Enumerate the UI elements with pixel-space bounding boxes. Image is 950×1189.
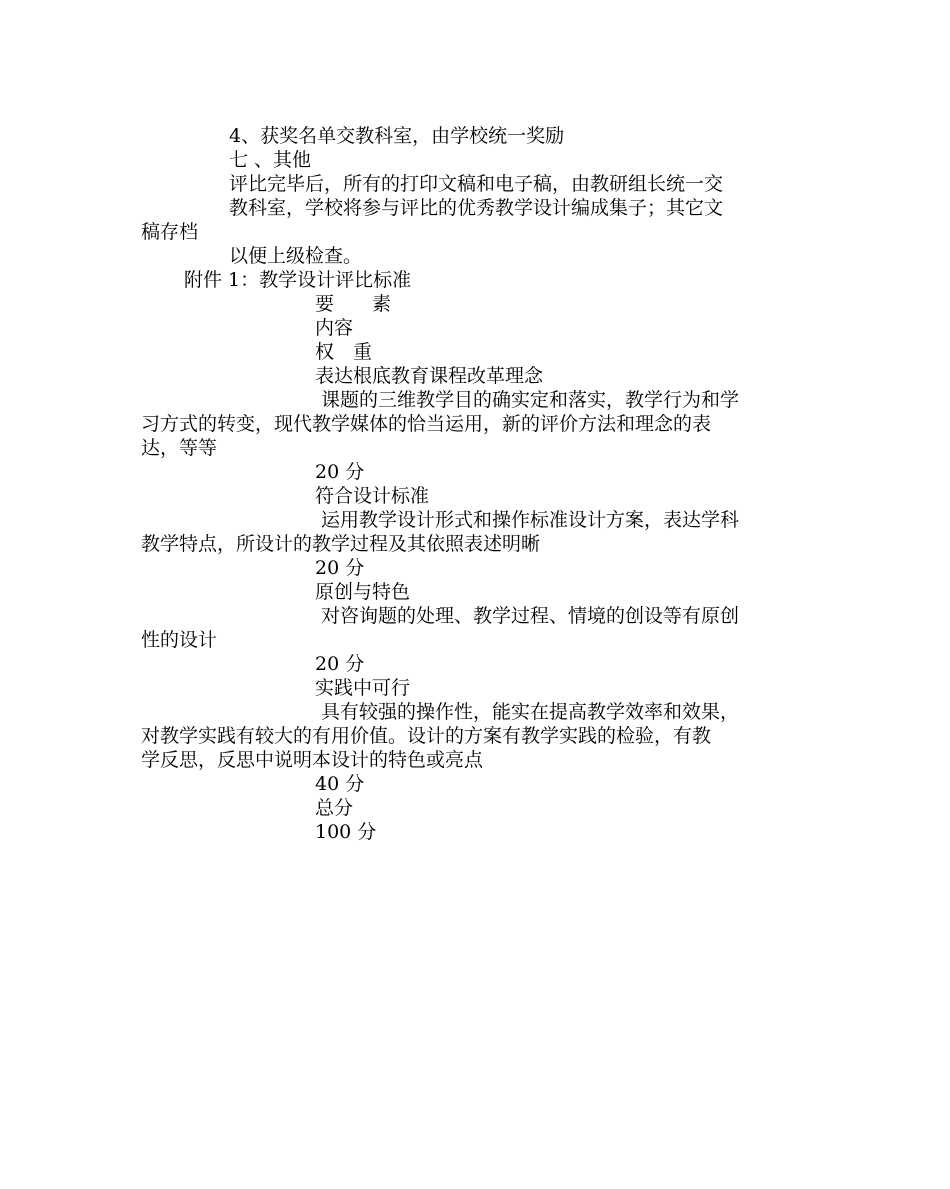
criterion-description: 习方式的转变，现代教学媒体的恰当运用，新的评价方法和理念的表 [141, 413, 712, 435]
total-score: 100 分 [315, 821, 377, 843]
criterion-description: 对教学实践有较大的有用价值。设计的方案有教学实践的检验，有教 [141, 725, 712, 747]
text-line: 以便上级检查。 [229, 245, 363, 267]
attachment-title: 附件 1：教学设计评比标准 [184, 269, 412, 291]
text-line: 稿存档 [141, 221, 199, 243]
table-header-content: 内容 [315, 317, 354, 339]
criterion-score: 20 分 [315, 461, 365, 483]
text-line: 4、获奖名单交教科室，由学校统一奖励 [229, 125, 565, 147]
criterion-description: 学反思，反思中说明本设计的特色或亮点 [141, 749, 484, 771]
table-header-element: 要 素 [315, 293, 392, 315]
text-line: 评比完毕后，所有的打印文稿和电子稿，由教研组长统一交 [229, 173, 724, 195]
criterion-description: 达，等等 [141, 437, 218, 459]
criterion-description: 课题的三维教学目的确实定和落实，教学行为和学 [321, 389, 740, 411]
criterion-title: 符合设计标准 [315, 485, 430, 507]
criterion-description: 教学特点，所设计的教学过程及其依照表述明晰 [141, 533, 541, 555]
criterion-score: 20 分 [315, 653, 365, 675]
criterion-title: 表达根底教育课程改革理念 [315, 365, 544, 387]
criterion-score: 20 分 [315, 557, 365, 579]
criterion-description: 对咨询题的处理、教学过程、情境的创设等有原创 [321, 605, 740, 627]
criterion-score: 40 分 [315, 773, 365, 795]
table-header-weight: 权 重 [315, 341, 373, 363]
criterion-description: 具有较强的操作性，能实在提高教学效率和效果， [321, 701, 740, 723]
criterion-description: 运用教学设计形式和操作标准设计方案，表达学科 [321, 509, 740, 531]
criterion-title: 实践中可行 [315, 677, 411, 699]
total-label: 总分 [315, 797, 354, 819]
section-heading: 七 、其他 [229, 149, 312, 171]
criterion-description: 性的设计 [141, 629, 218, 651]
criterion-title: 原创与特色 [315, 581, 411, 603]
text-line: 教科室，学校将参与评比的优秀教学设计编成集子；其它文 [229, 197, 724, 219]
